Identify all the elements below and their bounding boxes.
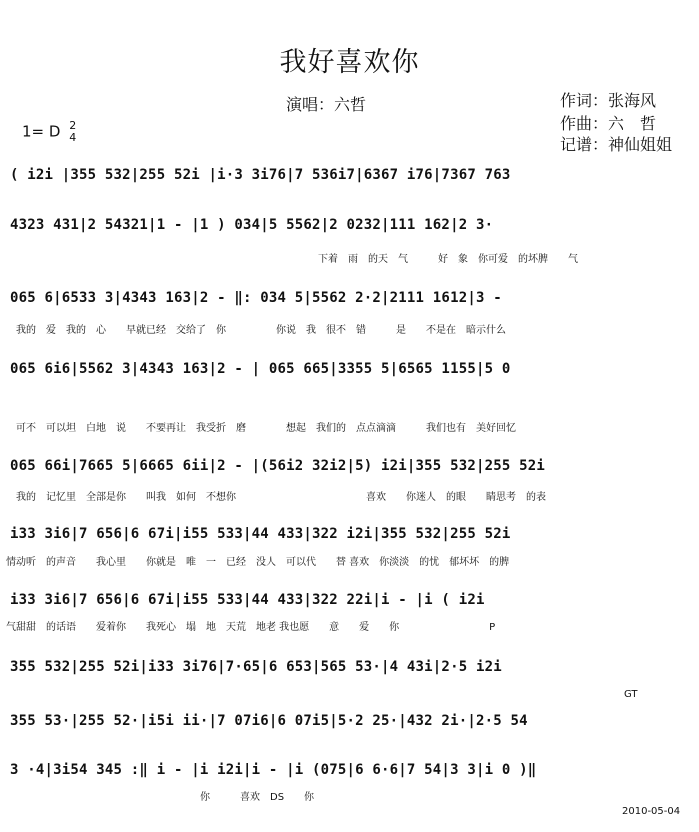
score-line-3-lyrics: 我的 爱 我的 心 早就已经 交给了 你 你说 我 很不 错 是 不是在 暗示什么 [16,325,506,336]
song-title: 我好喜欢你 [279,47,420,78]
score-line-7-lyrics: 气甜甜 的话语 爱着你 我死心 塌 地 天荒 地老 我也愿 意 爱 你 P [6,622,496,633]
score-line-7-notes: i33 3i6|7 656|6 67i|i55 533|44 433|322 22i|i - |i ( i2i [10,592,485,608]
score-line-2-lyrics: 下着 雨 的天 气 好 象 你可爱 的坏脾 气 [318,254,578,265]
transcriber-credit: 记谱：神仙姐姐 [560,135,673,154]
time-bottom: 4 [69,131,77,144]
key-signature [22,120,76,144]
score-line-10-lyrics: 你 喜欢 DS 你 [200,792,315,803]
score-line-6-lyrics: 情动听 的声音 我心里 你就是 唯 一 已经 没人 可以代 替 喜欢 你淡淡 的忧 郁坏坏 的脾 [6,557,510,568]
score-line-8-notes: 355 532|255 52i|i33 3i76|7·65|6 653|565 53·|4 43i|2·5 i2i [10,659,502,675]
score-line-8-lyrics: GT [624,689,638,700]
lyricist-credit: 作词：张海风 [560,91,657,110]
date-stamp: 2010-05-04 [622,806,681,817]
singer-credit: 演唱：六哲 [286,95,367,114]
composer-credit: 作曲：六 哲 [560,114,657,133]
score-line-4-notes: 065 6i6|5562 3|4343 163|2 - | 065 665|3355 5|6565 1155|5 0 [10,361,511,377]
score-line-3-notes: 065 6|6533 3|4343 163|2 - ‖: 034 5|5562 2·2|2111 1612|3 - [10,290,502,306]
time-signature [69,120,76,144]
score-line-2-notes: 4323 431|2 54321|1 - |1 ) 034|5 5562|2 0232|111 162|2 3· [10,217,494,233]
score-line-6-notes: i33 3i6|7 656|6 67i|i55 533|44 433|322 i2i|355 532|255 52i [10,526,511,542]
score-line-5-notes: 065 66i|7665 5|6665 6ii|2 - |(56i2 32i2|5) i2i|355 532|255 52i [10,458,545,474]
score-line-10-notes: 3 ·4|3i54 345 :‖ i - |i i2i|i - |i (075|6 6·6|7 54|3 3|i 0 )‖ [10,762,537,778]
score-line-5-lyrics: 我的 记忆里 全部是你 叫我 如何 不想你 喜欢 你迷人 的眼 睛思考 的表 [16,492,546,503]
time-top: 2 [69,119,77,132]
key-label: 1= D [22,122,61,141]
score-line-1-notes: ( i2i |355 532|255 52i |i·3 3i76|7 536i7|6367 i76|7367 763 [10,167,511,183]
score-line-4-lyrics: 可不 可以坦 白地 说 不要再让 我受折 磨 想起 我们的 点点滴滴 我们也有 美好回忆 [16,423,516,434]
score-line-9-notes: 355 53·|255 52·|i5i ii·|7 07i6|6 07i5|5·2 25·|432 2i·|2·5 54 [10,713,528,729]
